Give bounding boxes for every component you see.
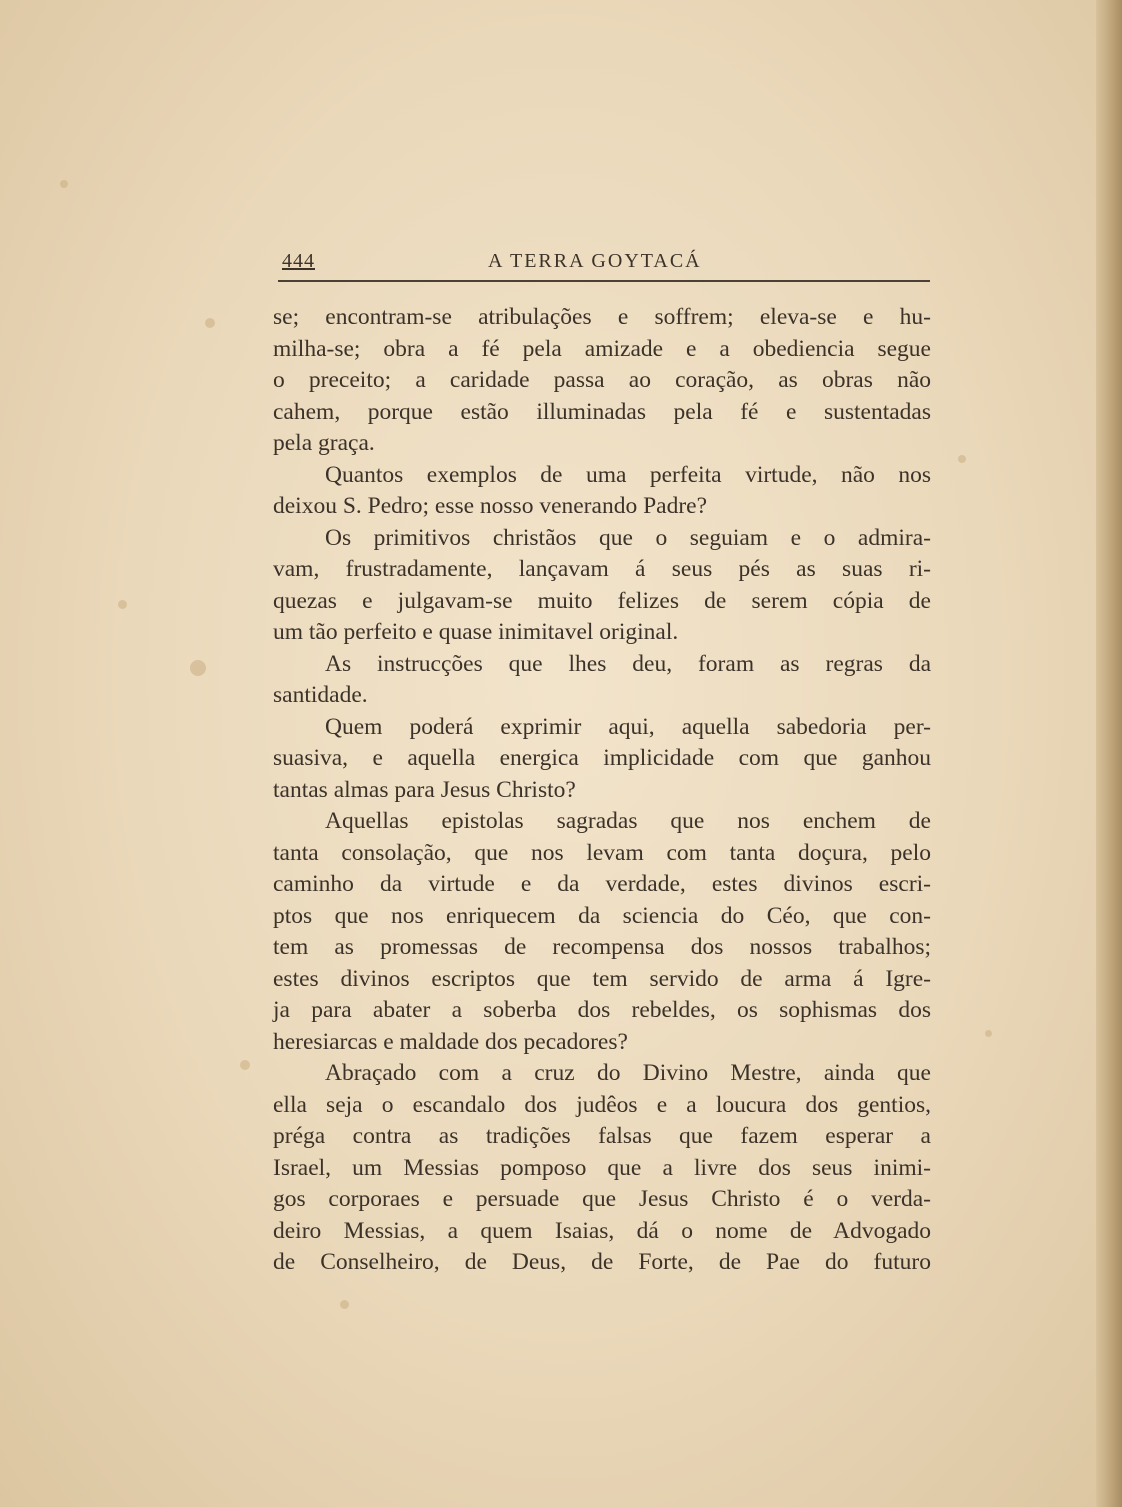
running-header [278, 246, 930, 282]
text-line: Os primitivos christãos que o seguiam e o admira- [325, 524, 931, 551]
text-line: tem as promessas de recompensa dos nossos trabalhos; [273, 934, 931, 960]
text-line: tanta consolação, que nos levam com tanta doçura, pelo [273, 839, 931, 866]
foxing-spot [985, 1030, 992, 1037]
text-line: santidade. [273, 682, 368, 708]
text-line: um tão perfeito e quase inimitavel original. [273, 619, 679, 645]
text-line: o preceito; a caridade passa ao coração, as obras não [273, 367, 931, 393]
foxing-spot [60, 180, 68, 188]
foxing-spot [118, 600, 127, 609]
foxing-spot [340, 1300, 349, 1309]
text-line: deixou S. Pedro; esse nosso venerando Padre? [273, 493, 708, 519]
text-line: Quem poderá exprimir aqui, aquella sabedoria per- [325, 713, 931, 740]
text-line: se; encontram-se atribulações e soffrem; eleva-se e hu- [273, 304, 931, 330]
foxing-spot [958, 455, 966, 463]
text-line: Aquellas epistolas sagradas que nos enchem de [325, 808, 931, 834]
text-line: de Conselheiro, de Deus, de Forte, de Pae do futuro [273, 1249, 931, 1275]
text-line: Israel, um Messias pomposo que a livre dos seus inimi- [273, 1154, 931, 1181]
text-line: ella seja o escandalo dos judêos e a loucura dos gentios, [273, 1091, 931, 1118]
text-line: heresiarcas e maldade dos pecadores? [273, 1028, 628, 1055]
text-line: estes divinos escriptos que tem servido de arma á Igre- [273, 965, 931, 992]
text-line: Quantos exemplos de uma perfeita virtude, não nos [325, 461, 931, 488]
text-line: ja para abater a soberba dos rebeldes, os sophismas dos [273, 997, 931, 1023]
text-line: préga contra as tradições falsas que fazem esperar a [273, 1123, 931, 1149]
text-line: caminho da virtude e da verdade, estes divinos escri- [273, 871, 931, 897]
text-line: pela graça. [273, 430, 375, 456]
text-line: tantas almas para Jesus Christo? [273, 776, 576, 803]
body-text [273, 302, 931, 1279]
foxing-spot [190, 660, 206, 676]
text-line: vam, frustradamente, lançavam á seus pés as suas ri- [273, 556, 931, 582]
running-title: A TERRA GOYTACÁ [488, 250, 702, 272]
text-line: ptos que nos enriquecem da sciencia do Céo, que con- [273, 902, 931, 929]
foxing-spot [240, 1060, 250, 1070]
text-line: suasiva, e aquella energica implicidade com que ganhou [273, 745, 931, 771]
text-line: deiro Messias, a quem Isaias, dá o nome de Advogado [273, 1217, 931, 1244]
text-line: milha-se; obra a fé pela amizade e a obediencia segue [273, 335, 931, 362]
page-edge-shadow [1096, 0, 1122, 1507]
text-line: cahem, porque estão illuminadas pela fé e sustentadas [273, 398, 931, 425]
text-line: gos corporaes e persuade que Jesus Christo é o verda- [273, 1186, 931, 1212]
page-number: 444 [282, 250, 315, 272]
text-line: quezas e julgavam-se muito felizes de serem cópia de [273, 587, 931, 614]
text-line: Abraçado com a cruz do Divino Mestre, ainda que [325, 1060, 931, 1086]
text-line: As instrucções que lhes deu, foram as regras da [325, 650, 931, 677]
foxing-spot [205, 318, 215, 328]
